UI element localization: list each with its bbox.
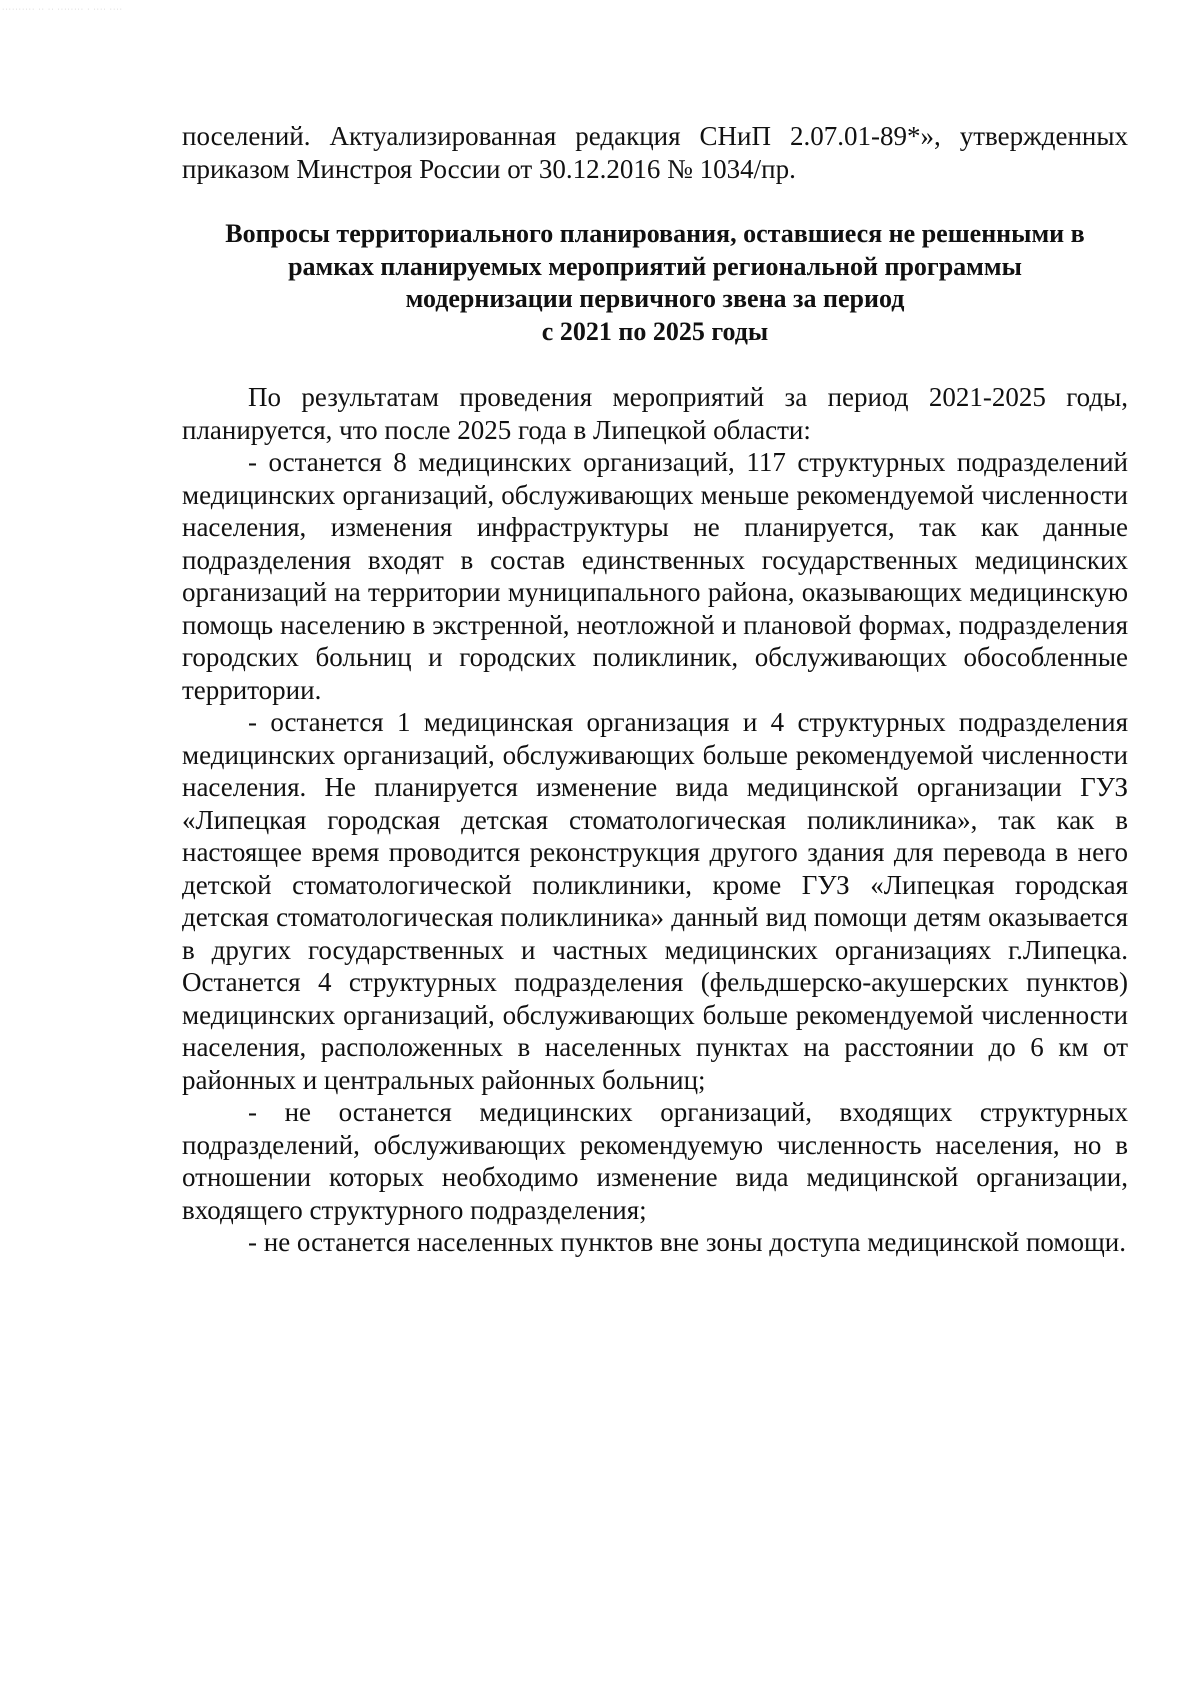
scan-header-mark: ·········· ·· ·· ········ · ···· ···· xyxy=(2,6,123,13)
intro-block xyxy=(182,120,1128,185)
section-heading xyxy=(182,218,1128,348)
intro-paragraph: поселений. Актуализированная редакция СНиП 2.07.01-89*», утвержденных приказом Минстроя России от 30.12.2016 № 1034/пр. xyxy=(182,121,1128,184)
paragraph-summary: По результатам проведения мероприятий за период 2021-2025 годы, планируется, что после 2025 года в Липецкой области: xyxy=(182,382,1128,445)
paragraph-item-3: - не останется медицинских организаций, входящих структурных подразделений, обслуживающих рекомендуемую численность населения, но в отношении которых необходимо изменение вида медицинской организации, входящего структурного подразделения; xyxy=(182,1097,1128,1225)
body-text xyxy=(182,381,1128,1259)
document-content xyxy=(182,120,1128,1259)
paragraph-item-2: - останется 1 медицинская организация и 4 структурных подразделения медицинских организаций, обслуживающих больше рекомендуемой численности населения. Не планируется изменение вида медицинской организации ГУЗ «Липецкая городская детская стоматологическая поликлиника», так как в настоящее время проводится реконструкция другого здания для перевода в него детской стоматологической поликлиники, кроме ГУЗ «Липецкая городская детская стоматологическая поликлиника» данный вид помощи детям оказывается в других государственных и частных медицинских организациях г.Липецка. Останется 4 структурных подразделения (фельдшерско-акушерских пунктов) медицинских организаций, обслуживающих больше рекомендуемой численности населения, расположенных в населенных пунктах на расстоянии до 6 км от районных и центральных районных больниц; xyxy=(182,707,1128,1095)
paragraph-item-1: - останется 8 медицинских организаций, 117 структурных подразделений медицинских организаций, обслуживающих меньше рекомендуемой численности населения, изменения инфраструктуры не планируется, так как данные подразделения входят в состав единственных государственных медицинских организаций на территории муниципального района, оказывающих медицинскую помощь населению в экстренной, неотложной и плановой формах, подразделения городских больниц и городских поликлиник, обслуживающих обособленные территории. xyxy=(182,447,1128,705)
heading-line-2: рамках планируемых мероприятий региональной программы xyxy=(288,251,1022,281)
heading-line-1: Вопросы территориального планирования, оставшиеся не решенными в xyxy=(225,219,1085,248)
paragraph-item-4: - не останется населенных пунктов вне зоны доступа медицинской помощи. xyxy=(248,1227,1126,1257)
heading-line-4: с 2021 по 2025 годы xyxy=(541,316,769,346)
heading-line-3: модернизации первичного звена за период xyxy=(405,284,905,313)
